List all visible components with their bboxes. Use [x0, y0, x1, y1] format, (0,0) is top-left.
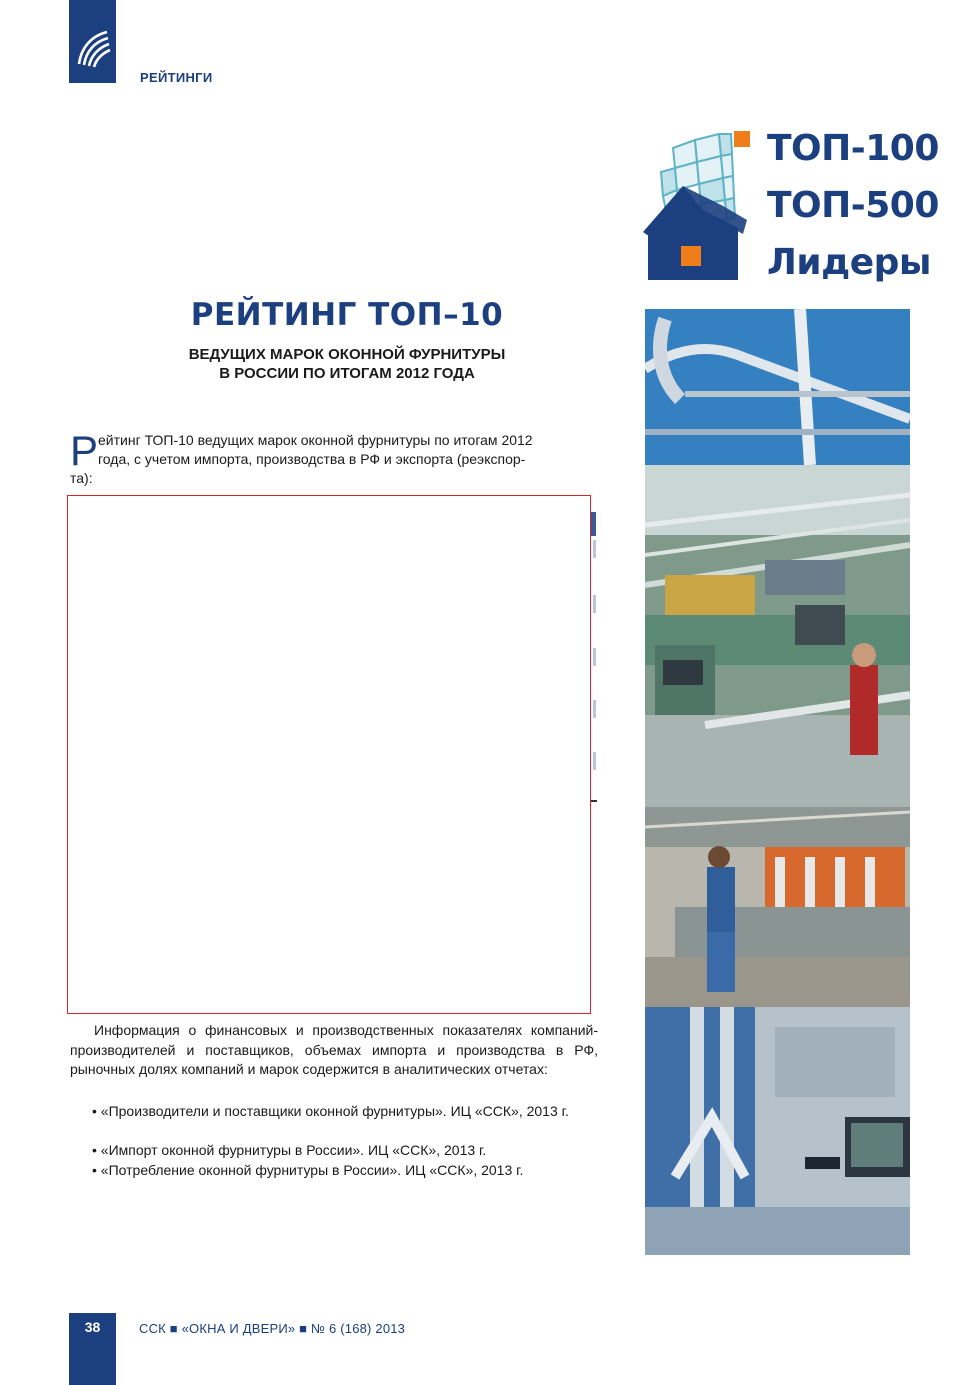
report-bullet-3: • «Потребление оконной фурнитуры в России». ИЦ «ССК», 2013 г.	[92, 1162, 524, 1178]
intro-line-1: ейтинг ТОП-10 ведущих марок оконной фурнитуры по итогам 2012	[98, 432, 533, 448]
table-row-edge	[593, 700, 596, 718]
production-hall-photo	[645, 807, 910, 1007]
article-subtitle	[100, 345, 594, 383]
intro-line-3: та):	[70, 470, 93, 486]
publication-footer: ССК ■ «ОКНА И ДВЕРИ» ■ № 6 (168) 2013	[139, 1321, 406, 1336]
table-row-edge	[593, 540, 596, 558]
table-row-edge	[593, 648, 596, 666]
subtitle-line-1: ВЕДУЩИХ МАРОК ОКОННОЙ ФУРНИТУРЫ	[188, 346, 506, 363]
subtitle-line-2: В РОССИИ ПО ИТОГАМ 2012 ГОДА	[219, 365, 475, 382]
page-number: 38	[84, 1319, 101, 1335]
table-bottom-edge	[591, 800, 597, 802]
intro-line-2: года, с учетом импорта, производства в РФ и экспорта (реэкспор-	[98, 451, 526, 467]
brand-line-top100: ТОП-100	[767, 128, 939, 169]
report-bullet-2: • «Импорт оконной фурнитуры в России». ИЦ «ССК», 2013 г.	[92, 1142, 487, 1158]
intro-paragraph	[70, 427, 600, 488]
publisher-logo-icon	[75, 28, 111, 68]
footer-color-bar	[69, 1313, 116, 1385]
brand-line-top500: ТОП-500	[767, 185, 939, 226]
info-paragraph: Информация о финансовых и производственных показателях компаний-производителей и поставщиков, объемах импорта и производства в РФ, рыночных долях компаний и марок содержится в аналитических отчетах:	[70, 1022, 598, 1077]
header-color-bar	[69, 0, 116, 83]
table-row-edge	[593, 752, 596, 770]
factory-line-photo	[645, 465, 910, 807]
drop-cap: Р	[70, 427, 99, 474]
article-title: РЕЙТИНГ ТОП–10	[190, 297, 504, 333]
section-label: РЕЙТИНГИ	[140, 70, 213, 85]
brand-line-leaders: Лидеры	[767, 242, 931, 283]
house-window-emblem-icon	[643, 128, 758, 283]
ranking-table-placeholder	[67, 495, 591, 1014]
report-bullet-1: • «Производители и поставщики оконной фурнитуры». ИЦ «ССК», 2013 г.	[92, 1103, 569, 1119]
testing-equipment-photo	[645, 1007, 910, 1255]
window-frame-photo	[645, 309, 910, 465]
table-header-edge	[591, 512, 596, 536]
table-row-edge	[593, 595, 596, 613]
